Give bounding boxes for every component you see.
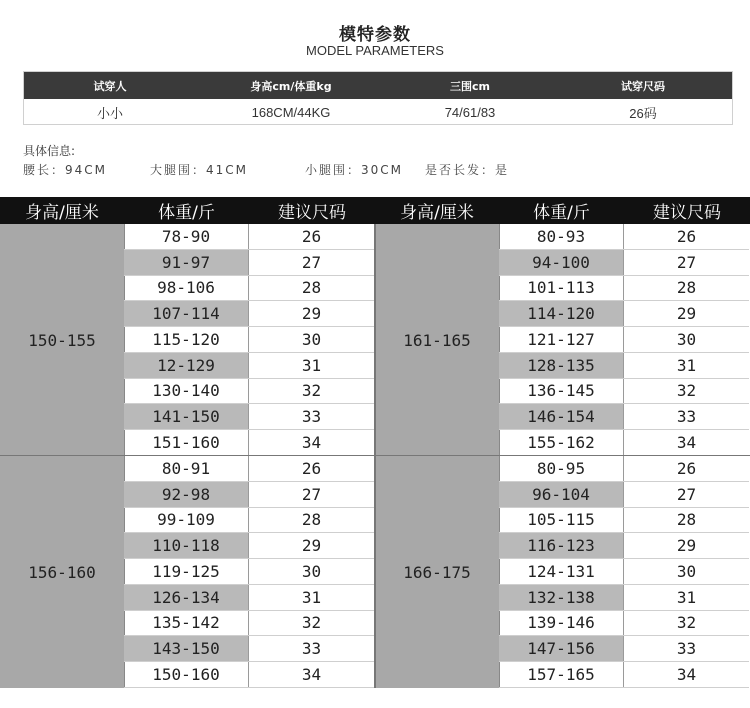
weight-range-cell: 99-109 [124,508,249,533]
weight-range-cell: 136-145 [499,379,624,404]
model-parameters-table [23,71,733,125]
weight-range-cell: 150-160 [124,662,249,687]
table-row [499,559,749,585]
table-row [124,430,374,456]
size-rows [124,456,374,688]
table-row [124,301,374,327]
suggested-size-cell: 34 [301,433,322,452]
table-row [124,636,374,662]
suggested-size-cell: 30 [676,561,697,581]
weight-range-cell: 126-134 [124,585,249,610]
weight-range-cell: 157-165 [499,662,624,687]
table-row [499,636,749,662]
weight-range-cell: 130-140 [124,379,249,404]
suggested-size-cell: 29 [624,301,749,326]
suggested-size-cell: 26 [301,458,322,478]
table-row [124,353,374,379]
suggested-size-cell: 27 [624,482,749,507]
suggested-size-cell: 28 [301,510,322,530]
table-row [124,533,374,559]
weight-range-cell: 114-120 [499,301,624,326]
header-weight-left: 体重/斤 [158,203,215,223]
size-block [0,224,375,456]
suggested-size-cell: 26 [676,226,697,246]
header-size-left: 建议尺码 [278,203,346,223]
weight-range-cell: 135-142 [124,611,249,636]
table-row [499,430,749,456]
model-name: 小小 [96,106,123,121]
size-chart-header [0,197,750,224]
weight-range-cell: 151-160 [124,430,249,455]
info-calf: 小腿围：30CM [305,163,404,177]
header-size-right: 建议尺码 [653,203,721,223]
weight-range-cell: 107-114 [124,301,249,326]
table-row [124,611,374,637]
column-header-height-weight: 身高cm/体重kg [250,79,332,93]
weight-range-cell: 80-95 [499,456,624,481]
table-row [499,353,749,379]
table-row [499,611,749,637]
column-divider [374,224,376,688]
table-row [124,585,374,611]
suggested-size-cell: 30 [301,561,322,581]
size-chart [0,197,750,690]
weight-range-cell: 110-118 [124,533,249,558]
page-subtitle: MODEL PARAMETERS [306,43,444,58]
weight-range-cell: 155-162 [499,430,624,455]
table-row [124,250,374,276]
suggested-size-cell: 29 [249,533,374,558]
weight-range-cell: 139-146 [499,611,624,636]
size-block [0,456,375,688]
suggested-size-cell: 31 [249,353,374,378]
suggested-size-cell: 27 [624,250,749,275]
suggested-size-cell: 32 [301,613,322,633]
size-rows [499,224,749,456]
info-thigh: 大腿围：41CM [150,163,249,177]
header-weight-right: 体重/斤 [533,203,590,223]
info-waist-length: 腰长：94CM [23,163,108,177]
table-row [124,379,374,405]
table-row [124,456,374,482]
table-row [499,276,749,302]
suggested-size-cell: 27 [249,250,374,275]
model-height-weight: 168CM/44KG [251,105,331,120]
weight-range-cell: 78-90 [124,224,249,249]
weight-range-cell: 92-98 [124,482,249,507]
table-row [124,276,374,302]
table-row [499,301,749,327]
weight-range-cell: 91-97 [124,250,249,275]
suggested-size-cell: 34 [301,665,322,684]
size-block [375,224,750,456]
height-range-cell: 150-155 [0,224,125,456]
suggested-size-cell: 32 [301,381,322,401]
table-row [499,404,749,430]
size-block [375,456,750,688]
height-range-cell: 166-175 [375,456,500,688]
weight-range-cell: 80-91 [124,456,249,481]
table-row [499,224,749,250]
suggested-size-cell: 31 [624,353,749,378]
suggested-size-cell: 33 [249,636,374,661]
table-row [124,404,374,430]
suggested-size-cell: 28 [301,278,322,298]
table-row [124,327,374,353]
weight-range-cell: 105-115 [499,508,624,533]
table-row [124,508,374,534]
table-row [499,482,749,508]
weight-range-cell: 124-131 [499,559,624,584]
table-row [124,559,374,585]
suggested-size-cell: 32 [676,381,697,401]
table-row [499,327,749,353]
size-rows [124,224,374,456]
table-row [124,224,374,250]
suggested-size-cell: 31 [624,585,749,610]
suggested-size-cell: 31 [249,585,374,610]
weight-range-cell: 128-135 [499,353,624,378]
info-long-hair: 是否长发：是 [425,163,510,177]
weight-range-cell: 147-156 [499,636,624,661]
weight-range-cell: 143-150 [124,636,249,661]
weight-range-cell: 116-123 [499,533,624,558]
table-row [499,508,749,534]
table-row [499,662,749,688]
height-range-cell: 156-160 [0,456,125,688]
suggested-size-cell: 28 [676,510,697,530]
table-row [499,456,749,482]
column-header-measurements: 三围cm [450,79,490,93]
table-row [124,662,374,688]
table-row [499,379,749,405]
weight-range-cell: 12-129 [124,353,249,378]
model-table-row [24,99,732,126]
suggested-size-cell: 32 [676,613,697,633]
weight-range-cell: 94-100 [499,250,624,275]
weight-range-cell: 141-150 [124,404,249,429]
suggested-size-cell: 26 [676,458,697,478]
suggested-size-cell: 30 [676,329,697,349]
suggested-size-cell: 33 [624,636,749,661]
weight-range-cell: 80-93 [499,224,624,249]
suggested-size-cell: 28 [676,278,697,298]
column-header-model: 试穿人 [93,79,127,93]
info-label: 具体信息: [23,144,76,158]
weight-range-cell: 119-125 [124,559,249,584]
suggested-size-cell: 33 [624,404,749,429]
height-range-cell: 161-165 [375,224,500,456]
suggested-size-cell: 26 [301,226,322,246]
header-height-left: 身高/厘米 [25,203,99,223]
model-measurements: 74/61/83 [444,105,496,120]
model-table-header [24,72,732,99]
table-row [124,482,374,508]
weight-range-cell: 98-106 [124,276,249,301]
suggested-size-cell: 33 [249,404,374,429]
suggested-size-cell: 29 [249,301,374,326]
suggested-size-cell: 29 [624,533,749,558]
weight-range-cell: 132-138 [499,585,624,610]
suggested-size-cell: 27 [249,482,374,507]
size-rows [499,456,749,688]
weight-range-cell: 146-154 [499,404,624,429]
table-row [499,250,749,276]
model-try-size: 26码 [629,106,657,121]
table-row [499,533,749,559]
weight-range-cell: 101-113 [499,276,624,301]
table-row [499,585,749,611]
weight-range-cell: 121-127 [499,327,624,352]
weight-range-cell: 96-104 [499,482,624,507]
weight-range-cell: 115-120 [124,327,249,352]
page-title: 模特参数 [339,25,411,45]
suggested-size-cell: 30 [301,329,322,349]
suggested-size-cell: 34 [676,433,697,452]
column-header-try-size: 试穿尺码 [621,79,665,93]
header-height-right: 身高/厘米 [400,203,474,223]
suggested-size-cell: 34 [676,665,697,684]
